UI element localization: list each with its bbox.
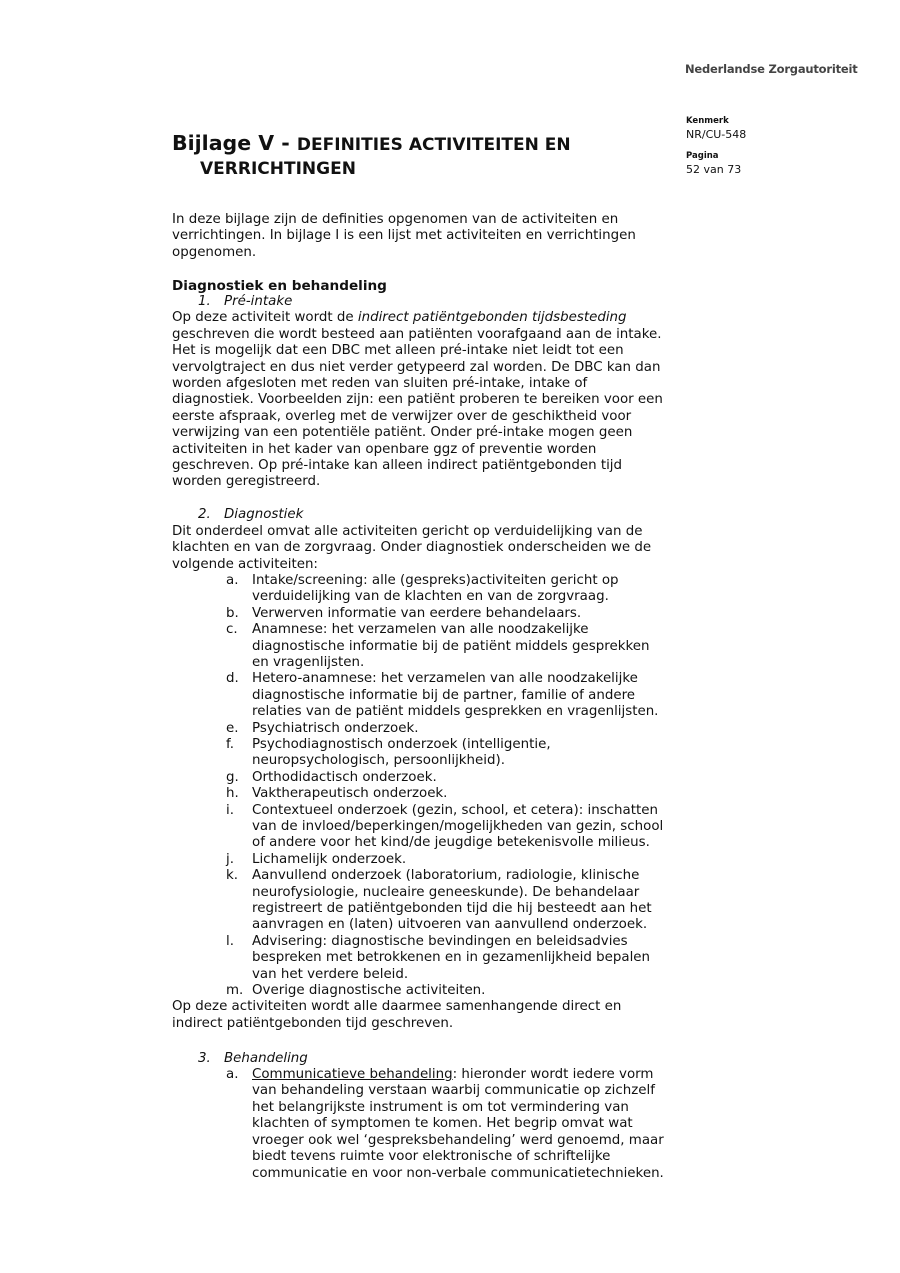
diagnostiek-list [172,573,692,1000]
list-marker: i. [226,802,234,818]
list-item-line: Contextueel onderzoek (gezin, school, et cetera): inschatten [252,802,658,818]
kenmerk-block [686,115,746,141]
subsection-title: Pré-intake [224,294,293,310]
paragraph-line: biedt tevens ruimte voor elektronische of schriftelijke [252,1149,611,1165]
list-item [172,721,692,737]
list-item-line: diagnostische informatie bij de partner, familie of andere [252,687,636,703]
list-item [172,606,692,622]
list-item-line: Anamnese: het verzamelen van alle noodzakelijke [252,622,589,638]
paragraph-line [172,310,692,326]
list-item [172,852,692,868]
paragraph-line [252,1067,692,1083]
paragraph-line: klachten en van de zorgvraag. Onder diagnostiek onderscheiden we de [172,540,652,556]
list-item-line: Overige diagnostische activiteiten. [252,983,486,999]
title-prefix: Bijlage V - [172,131,297,155]
list-item-line: Orthodidactisch onderzoek. [252,769,437,785]
list-item [172,1067,692,1182]
list-item [172,770,692,786]
list-item-line: Psychodiagnostisch onderzoek (intelligentie, [252,736,551,752]
list-marker: j. [226,851,234,867]
paragraph-line: eerste afspraak, overleg met de verwijzer over de geschiktheid voor [172,408,632,424]
subsection-diagnostiek-heading [172,507,692,523]
subsection-number: 2. [198,507,211,523]
pagina-label: Pagina [686,151,719,161]
subsection-number: 3. [198,1050,211,1066]
subsection-number: 1. [198,294,211,310]
list-item-line: diagnostische informatie bij de patiënt middels gesprekken [252,638,650,654]
italic-term: indirect patiëntgebonden tijdsbesteding [357,310,627,326]
list-marker: d. [226,671,239,687]
list-item [172,737,692,770]
subsection-title: Diagnostiek [224,507,304,523]
underlined-term: Communicatieve behandeling [252,1067,453,1083]
intro-line: In deze bijlage zijn de definities opgenomen van de activiteiten en [172,212,619,227]
section-heading: Diagnostiek en behandeling [172,277,387,294]
paragraph-line: diagnostiek. Voorbeelden zijn: een patiënt proberen te bereiken voor een [172,392,663,408]
list-item-line: van de invloed/beperkingen/mogelijkheden van gezin, school [252,819,664,834]
paragraph-line: worden geregistreerd. [172,474,321,490]
list-marker: c. [226,622,238,638]
paragraph-line: klachten of symptomen te komen. Het begrip omvat wat [252,1116,633,1132]
list-item-line: en vragenlijsten. [252,654,365,670]
intro-paragraph [172,212,692,261]
list-item-line: Lichamelijk onderzoek. [252,851,407,867]
pagina-value: 52 van 73 [686,163,742,176]
list-item-line: Hetero-anamnese: het verzamelen van alle noodzakelijke [252,671,638,687]
paragraph-line: activiteiten in het kader van openbare ggz of preventie worden [172,441,597,457]
paragraph-line: Het is mogelijk dat een DBC met alleen pré-intake niet leidt tot een [172,343,624,359]
list-marker: a. [226,1067,239,1083]
paragraph-line: communicatie en voor non-verbale communicatietechnieken. [252,1165,664,1181]
list-item-line: relaties van de patiënt middels gesprekken en vragenlijsten. [252,704,659,720]
pagina-block [686,150,741,176]
list-item [172,671,692,720]
paragraph-line: verwijzing van een potentiële patiënt. Onder pré-intake mogen geen [172,425,633,441]
text-run: Op deze activiteit wordt de [172,310,358,326]
diagnostiek-intro [172,524,692,573]
subsection-pre-intake-heading [172,294,692,310]
list-item-line: Verwerven informatie van eerdere behandelaars. [252,605,582,621]
list-marker: k. [226,868,239,884]
list-item [172,622,692,671]
text-run: : hieronder wordt iedere vorm [452,1067,654,1083]
paragraph-line: geschreven die wordt besteed aan patiënten voorafgaand aan de intake. [172,326,662,342]
paragraph-line: het belangrijkste instrument is om tot vermindering van [252,1099,629,1115]
list-item-line: Vaktherapeutisch onderzoek. [252,786,448,802]
paragraph-line: Op deze activiteiten wordt alle daarmee samenhangende direct en [172,999,622,1015]
list-item [172,934,692,983]
pre-intake-paragraph [172,310,692,490]
list-item-line: aanvragen en (laten) uitvoeren van aanvullend onderzoek. [252,917,648,933]
list-marker: e. [226,720,239,736]
list-item-line: Advisering: diagnostische bevindingen en beleidsadvies [252,933,628,949]
title-line-1: DEFINITIES ACTIVITEITEN EN [296,135,571,155]
kenmerk-label: Kenmerk [686,116,729,126]
paragraph-line: indirect patiëntgebonden tijd geschreven. [172,1015,454,1031]
list-marker: g. [226,769,239,785]
list-item [172,868,692,934]
paragraph-line: Dit onderdeel omvat alle activiteiten gericht op verduidelijking van de [172,523,643,539]
list-item [172,803,692,852]
list-item-line: neuropsychologisch, persoonlijkheid). [252,753,505,769]
list-item-line: registreert de patiëntgebonden tijd die hij besteedt aan het [252,901,652,917]
list-item [172,786,692,802]
organization-name: Nederlandse Zorgautoriteit [685,62,858,76]
kenmerk-value: NR/CU-548 [686,128,747,141]
paragraph-line: volgende activiteiten: [172,556,318,572]
paragraph-line: van behandeling verstaan waarbij communicatie op zichzelf [252,1083,655,1099]
list-marker: h. [226,786,239,802]
paragraph-line: vroeger ook wel ‘gespreksbehandeling’ werd genoemd, maar [252,1132,664,1148]
list-item [172,573,692,606]
list-marker: l. [226,933,234,949]
list-item-line: Aanvullend onderzoek (laboratorium, radiologie, klinische [252,868,640,884]
document-body [172,212,692,1182]
list-marker: b. [226,605,239,621]
list-marker: f. [226,736,234,752]
list-marker: a. [226,572,239,588]
diagnostiek-closing [172,999,692,1032]
list-item-line: Intake/screening: alle (gespreks)activiteiten gericht op [252,572,619,588]
intro-line: verrichtingen. In bijlage I is een lijst met activiteiten en verrichtingen [172,228,636,244]
list-marker: m. [226,983,244,999]
title-line-2: VERRICHTINGEN [200,159,356,179]
paragraph-line: vervolgtraject en dus niet verder getypeerd zal worden. De DBC kan dan [172,359,661,375]
paragraph-line: geschreven. Op pré-intake kan alleen indirect patiëntgebonden tijd [172,458,623,474]
list-item-line: neurofysiologie, nucleaire geneeskunde). De behandelaar [252,884,640,900]
paragraph-line: worden afgesloten met reden van sluiten pré-intake, intake of [172,376,588,392]
subsection-behandeling-heading [172,1051,692,1067]
list-item-line: of andere voor het kind/de jeugdige betekenisvolle milieus. [252,835,650,851]
list-item-line: van het verdere beleid. [252,966,409,982]
intro-line: opgenomen. [172,244,257,260]
list-item-line: Psychiatrisch onderzoek. [252,720,419,736]
subsection-title: Behandeling [224,1050,308,1066]
list-item-line: verduidelijking van de klachten en van de zorgvraag. [252,589,609,605]
page-title [172,131,571,181]
list-item-line: bespreken met betrokkenen en in gezamenlijkheid bepalen [252,950,651,966]
list-item [172,983,692,999]
